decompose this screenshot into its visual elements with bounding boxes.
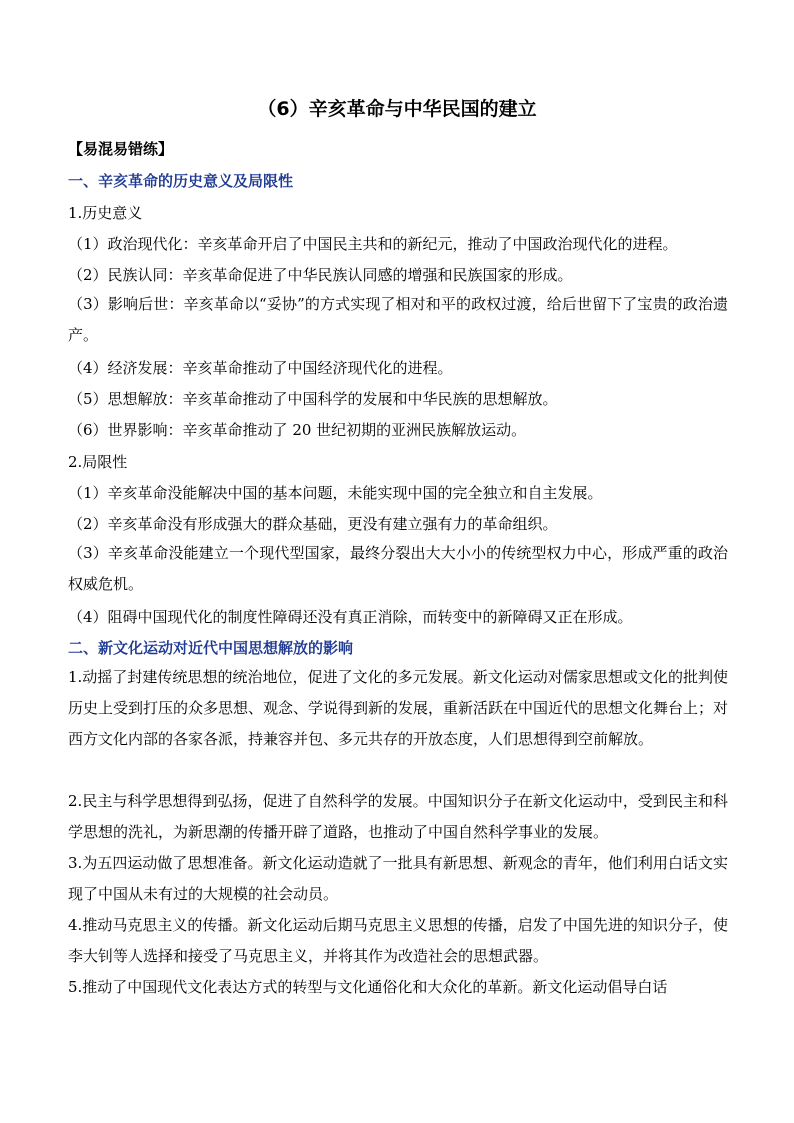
list-item: （1）辛亥革命没能解决中国的基本问题，未能实现中国的完全独立和自主发展。 (68, 484, 603, 502)
list-item: （2）辛亥革命没有形成强大的群众基础，更没有建立强有力的革命组织。 (68, 515, 558, 533)
list-item: （3）影响后世：辛亥革命以“妥协”的方式实现了相对和平的政权过渡，给后世留下了宝贵的政治遗产。 (68, 295, 728, 344)
subheading-limitations: 2.局限性 (68, 453, 128, 471)
page-title: （6）辛亥革命与中华民国的建立 (257, 98, 537, 120)
list-item: （4）经济发展：辛亥革命推动了中国经济现代化的进程。 (68, 359, 453, 377)
paragraph: 5.推动了中国现代文化表达方式的转型与文化通俗化和大众化的革新。新文化运动倡导白话 (68, 978, 668, 996)
list-item: （4）阻碍中国现代化的制度性障碍还没有真正消除，而转变中的新障碍又正在形成。 (68, 608, 633, 626)
paragraph: 2.民主与科学思想得到弘扬，促进了自然科学的发展。中国知识分子在新文化运动中，受到民主和科学思想的洗礼，为新思潮的传播开辟了道路，也推动了中国自然科学事业的发展。 (68, 792, 728, 841)
exercise-tag: 【易混易错练】 (68, 140, 174, 158)
subheading-significance: 1.历史意义 (68, 204, 143, 222)
section-2-heading: 二、新文化运动对近代中国思想解放的影响 (68, 639, 354, 657)
paragraph: 3.为五四运动做了思想准备。新文化运动造就了一批具有新思想、新观念的青年，他们利用白话文实现了中国从未有过的大规模的社会动员。 (68, 854, 728, 903)
paragraph: 4.推动马克思主义的传播。新文化运动后期马克思主义思想的传播，启发了中国先进的知识分子，使李大钊等人选择和接受了马克思主义，并将其作为改造社会的思想武器。 (68, 916, 728, 965)
list-item: （3）辛亥革命没能建立一个现代型国家，最终分裂出大大小小的传统型权力中心，形成严重的政治权威危机。 (68, 544, 728, 593)
list-item: （2）民族认同：辛亥革命促进了中华民族认同感的增强和民族国家的形成。 (68, 266, 573, 284)
list-item: （5）思想解放：辛亥革命推动了中国科学的发展和中华民族的思想解放。 (68, 390, 558, 408)
section-1-heading: 一、辛亥革命的历史意义及局限性 (68, 172, 294, 190)
paragraph: 1.动摇了封建传统思想的统治地位，促进了文化的多元发展。新文化运动对儒家思想或文化的批判使历史上受到打压的众多思想、观念、学说得到新的发展，重新活跃在中国近代的思想文化舞台上；对西方文化内部的各家各派，持兼容并包、多元共存的开放态度，人们思想得到空前解放。 (68, 668, 729, 748)
list-item: （1）政治现代化：辛亥革命开启了中国民主共和的新纪元，推动了中国政治现代化的进程。 (68, 235, 678, 253)
list-item: （6）世界影响：辛亥革命推动了 20 世纪初期的亚洲民族解放运动。 (68, 421, 527, 439)
